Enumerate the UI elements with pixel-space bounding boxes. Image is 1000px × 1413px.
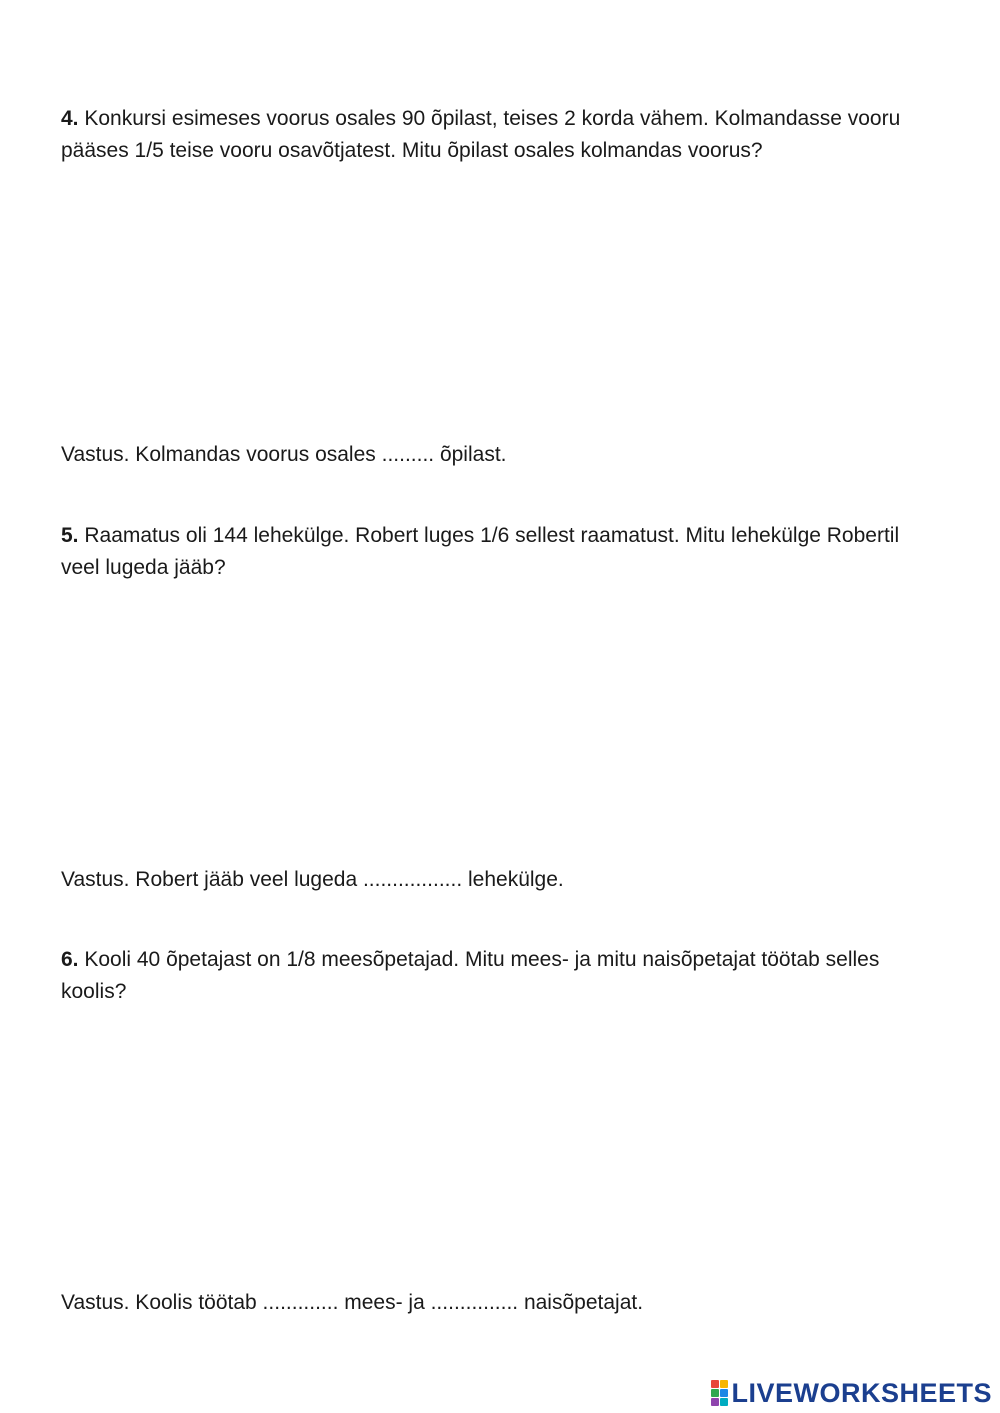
problem-5-text: Raamatus oli 144 lehekülge. Robert luges 1/6 sellest raamatust. Mitu lehekülge Robertil veel lugeda jääb? bbox=[61, 524, 900, 579]
logo-mark-tile bbox=[711, 1389, 719, 1397]
liveworksheets-logo bbox=[711, 1377, 992, 1409]
problem-5-answer: Vastus. Robert jääb veel lugeda ................. lehekülge. bbox=[61, 868, 564, 891]
liveworksheets-logo-text: LIVEWORKSHEETS bbox=[731, 1377, 992, 1408]
liveworksheets-logo-mark-icon bbox=[711, 1380, 728, 1406]
problem-6-question bbox=[61, 944, 941, 1008]
logo-mark-tile bbox=[720, 1380, 728, 1388]
problem-6-number: 6. bbox=[61, 948, 79, 971]
problem-5-question bbox=[61, 520, 941, 584]
logo-mark-tile bbox=[711, 1398, 719, 1406]
problem-6-text: Kooli 40 õpetajast on 1/8 meesõpetajad. Mitu mees- ja mitu naisõpetajat töötab selles koolis? bbox=[61, 948, 880, 1003]
logo-mark-tile bbox=[720, 1389, 728, 1397]
problem-6-answer: Vastus. Koolis töötab ............. mees- ja ............... naisõpetajat. bbox=[61, 1291, 644, 1314]
problem-5-number: 5. bbox=[61, 524, 79, 547]
problem-4-question bbox=[61, 103, 941, 167]
problem-4-text: Konkursi esimeses voorus osales 90 õpilast, teises 2 korda vähem. Kolmandasse vooru pääses 1/5 teise vooru osavõtjatest. Mitu õpilast osales kolmandas voorus? bbox=[61, 107, 901, 162]
problem-4-number: 4. bbox=[61, 107, 79, 130]
logo-mark-tile bbox=[711, 1380, 719, 1388]
logo-mark-tile bbox=[720, 1398, 728, 1406]
problem-4-answer: Vastus. Kolmandas voorus osales ......... õpilast. bbox=[61, 443, 507, 466]
